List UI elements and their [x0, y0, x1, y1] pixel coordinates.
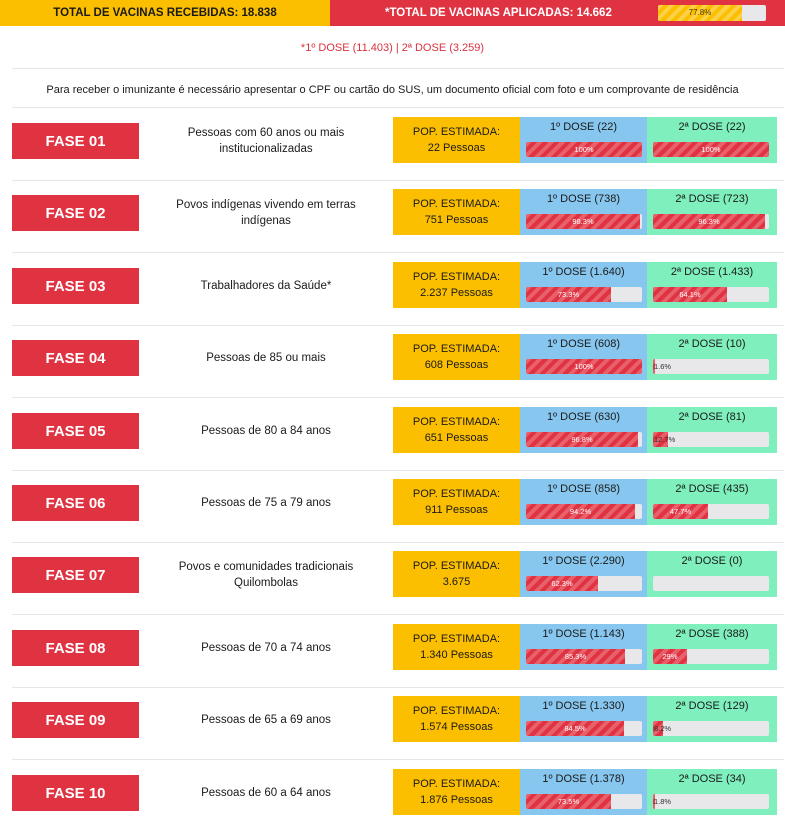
row-divider	[12, 614, 784, 615]
fase-row	[0, 254, 785, 326]
second-dose-percent: 96.3%	[698, 217, 720, 226]
first-dose-percent: 84.5%	[564, 724, 586, 733]
fase-badge: FASE 06	[12, 485, 139, 521]
estimated-population-value: 3.675	[442, 576, 471, 588]
fase-row	[0, 471, 785, 543]
fase-badge: FASE 05	[12, 413, 139, 449]
first-dose-percent: 62.3%	[551, 579, 573, 588]
second-dose-progress-bar	[653, 359, 769, 374]
second-dose-label: 2ª DOSE (129)	[675, 700, 749, 712]
total-applied: *TOTAL DE VACINAS APLICADAS: 14.662	[385, 7, 612, 19]
fase-badge: FASE 10	[12, 775, 139, 811]
estimated-population-label: POP. ESTIMADA:	[412, 271, 501, 283]
fase-row	[0, 326, 785, 398]
estimated-population-value: 1.340 Pessoas	[420, 649, 493, 661]
first-dose-label: 1º DOSE (22)	[550, 121, 617, 133]
estimated-population	[393, 479, 520, 525]
second-dose	[647, 769, 777, 815]
divider	[12, 107, 784, 108]
fase-row	[0, 399, 785, 471]
second-dose-progress-bar	[653, 649, 769, 664]
dose-summary: *1º DOSE (11.403) | 2ª DOSE (3.259)	[300, 42, 485, 54]
second-dose	[647, 334, 777, 380]
second-dose-progress-bar	[653, 214, 769, 229]
estimated-population-value: 1.876 Pessoas	[420, 794, 493, 806]
second-dose-progress-bar	[653, 287, 769, 302]
fase-row	[0, 543, 785, 615]
fase-description: Pessoas de 80 a 84 anos	[201, 425, 331, 437]
first-dose-percent: 73.3%	[557, 290, 580, 299]
first-dose-percent: 85.3%	[564, 652, 587, 661]
second-dose-percent: 1.6%	[654, 362, 672, 371]
fase-description: Pessoas com 60 anos ou mais institucionalizadas	[187, 127, 345, 155]
estimated-population-label: POP. ESTIMADA:	[412, 560, 501, 572]
second-dose-progress-bar	[653, 576, 769, 591]
fase-row	[0, 616, 785, 688]
second-dose-label: 2ª DOSE (22)	[678, 121, 746, 133]
first-dose-label: 1º DOSE (1.143)	[542, 628, 625, 640]
second-dose-label: 2ª DOSE (81)	[678, 411, 746, 423]
first-dose-progress-bar	[526, 504, 642, 519]
second-dose	[647, 696, 777, 742]
first-dose-percent: 100%	[574, 362, 594, 371]
second-dose-label: 2ª DOSE (1.433)	[670, 266, 754, 278]
first-dose-percent: 100%	[574, 145, 594, 154]
fase-badge: FASE 01	[12, 123, 139, 159]
estimated-population-value: 751 Pessoas	[424, 214, 489, 226]
fase-badge: FASE 03	[12, 268, 139, 304]
estimated-population-label: POP. ESTIMADA:	[412, 126, 501, 138]
fase-row	[0, 109, 785, 181]
second-dose	[647, 624, 777, 670]
estimated-population	[393, 624, 520, 670]
first-dose-progress-bar	[526, 649, 642, 664]
fase-description: Pessoas de 75 a 79 anos	[201, 497, 331, 509]
second-dose-percent: 100%	[701, 145, 721, 154]
fase-badge: FASE 02	[12, 195, 139, 231]
second-dose-label: 2ª DOSE (435)	[675, 483, 749, 495]
first-dose-progress-bar	[526, 359, 642, 374]
estimated-population	[393, 189, 520, 235]
first-dose-progress-bar	[526, 721, 642, 736]
estimated-population	[393, 696, 520, 742]
estimated-population	[393, 117, 520, 163]
first-dose-label: 1º DOSE (1.378)	[542, 773, 625, 785]
first-dose	[520, 624, 647, 670]
second-dose-progress-bar	[653, 142, 769, 157]
fase-description: Pessoas de 70 a 74 anos	[201, 642, 331, 654]
estimated-population	[393, 262, 520, 308]
second-dose-label: 2ª DOSE (34)	[678, 773, 746, 785]
second-dose-label: 2ª DOSE (388)	[675, 628, 749, 640]
estimated-population-value: 22 Pessoas	[427, 142, 486, 154]
second-dose-percent: 64.1%	[679, 290, 701, 299]
second-dose-label: 2ª DOSE (0)	[681, 555, 743, 567]
first-dose	[520, 262, 647, 308]
estimated-population	[393, 769, 520, 815]
fase-badge: FASE 09	[12, 702, 139, 738]
first-dose-label: 1º DOSE (858)	[546, 483, 621, 495]
first-dose-label: 1º DOSE (738)	[546, 193, 621, 205]
first-dose-label: 1º DOSE (608)	[546, 338, 621, 350]
applied-progress-label: 77.8%	[688, 8, 712, 17]
first-dose	[520, 479, 647, 525]
second-dose	[647, 117, 777, 163]
estimated-population-value: 1.574 Pessoas	[420, 721, 493, 733]
first-dose-label: 1º DOSE (1.640)	[542, 266, 625, 278]
first-dose-percent: 96.8%	[571, 435, 593, 444]
first-dose	[520, 769, 647, 815]
fase-description: Pessoas de 60 a 64 anos	[201, 787, 331, 799]
fase-description: Pessoas de 85 ou mais	[206, 352, 326, 364]
second-dose	[647, 262, 777, 308]
fase-row	[0, 181, 785, 253]
second-dose	[647, 551, 777, 597]
fase-badge: FASE 07	[12, 557, 139, 593]
second-dose	[647, 189, 777, 235]
applied-progress-bar	[658, 5, 766, 21]
fase-badge: FASE 04	[12, 340, 139, 376]
second-dose-percent: 47.7%	[669, 507, 692, 516]
estimated-population-label: POP. ESTIMADA:	[412, 705, 501, 717]
first-dose	[520, 551, 647, 597]
first-dose	[520, 117, 647, 163]
second-dose-label: 2ª DOSE (723)	[675, 193, 749, 205]
first-dose-progress-bar	[526, 794, 642, 809]
estimated-population-value: 911 Pessoas	[425, 504, 488, 516]
estimated-population	[393, 551, 520, 597]
second-dose-percent: 12.7%	[654, 435, 676, 444]
first-dose-progress-bar	[526, 287, 642, 302]
second-dose-percent: 29%	[662, 652, 678, 661]
first-dose	[520, 189, 647, 235]
divider	[12, 68, 784, 69]
first-dose-percent: 73.5%	[557, 797, 580, 806]
estimated-population-label: POP. ESTIMADA:	[412, 343, 501, 355]
estimated-population-value: 2.237 Pessoas	[420, 287, 493, 299]
fase-row	[0, 761, 785, 826]
first-dose-progress-bar	[526, 142, 642, 157]
second-dose-progress-bar	[653, 794, 769, 809]
fase-badge: FASE 08	[12, 630, 139, 666]
fase-description: Pessoas de 65 a 69 anos	[201, 714, 331, 726]
fase-row	[0, 688, 785, 760]
estimated-population	[393, 407, 520, 453]
first-dose-progress-bar	[526, 432, 642, 447]
estimated-population-value: 608 Pessoas	[424, 359, 489, 371]
total-received: TOTAL DE VACINAS RECEBIDAS: 18.838	[0, 0, 330, 26]
first-dose	[520, 407, 647, 453]
first-dose	[520, 696, 647, 742]
fase-description: Povos indígenas vivendo em terras indígenas	[176, 199, 356, 227]
row-divider	[12, 397, 784, 398]
estimated-population	[393, 334, 520, 380]
totals-bar	[0, 0, 785, 26]
estimated-population-label: POP. ESTIMADA:	[412, 778, 501, 790]
second-dose	[647, 407, 777, 453]
fase-description: Povos e comunidades tradicionais Quilombolas	[178, 561, 354, 589]
second-dose	[647, 479, 777, 525]
second-dose-percent: 1.8%	[654, 797, 672, 806]
second-dose-progress-bar	[653, 504, 769, 519]
first-dose-percent: 98.3%	[572, 217, 594, 226]
second-dose-percent: 8.2%	[654, 724, 672, 733]
first-dose-label: 1º DOSE (1.330)	[542, 700, 625, 712]
estimated-population-label: POP. ESTIMADA:	[412, 633, 501, 645]
row-divider	[12, 759, 784, 760]
first-dose-label: 1º DOSE (2.290)	[542, 555, 625, 567]
first-dose	[520, 334, 647, 380]
first-dose-percent: 94.2%	[569, 507, 592, 516]
second-dose-label: 2ª DOSE (10)	[678, 338, 746, 350]
estimated-population-label: POP. ESTIMADA:	[412, 198, 501, 210]
second-dose-progress-bar	[653, 432, 769, 447]
requirements-notice: Para receber o imunizante é necessário apresentar o CPF ou cartão do SUS, um documento oficial com foto e um comprovante de residência	[46, 84, 739, 96]
second-dose-progress-bar	[653, 721, 769, 736]
estimated-population-value: 651 Pessoas	[424, 432, 489, 444]
fase-description: Trabalhadores da Saúde*	[200, 280, 332, 292]
estimated-population-label: POP. ESTIMADA:	[412, 488, 501, 500]
first-dose-progress-bar	[526, 576, 642, 591]
first-dose-label: 1º DOSE (630)	[546, 411, 621, 423]
estimated-population-label: POP. ESTIMADA:	[412, 416, 501, 428]
first-dose-progress-bar	[526, 214, 642, 229]
total-applied-panel	[330, 0, 785, 26]
row-divider	[12, 252, 784, 253]
